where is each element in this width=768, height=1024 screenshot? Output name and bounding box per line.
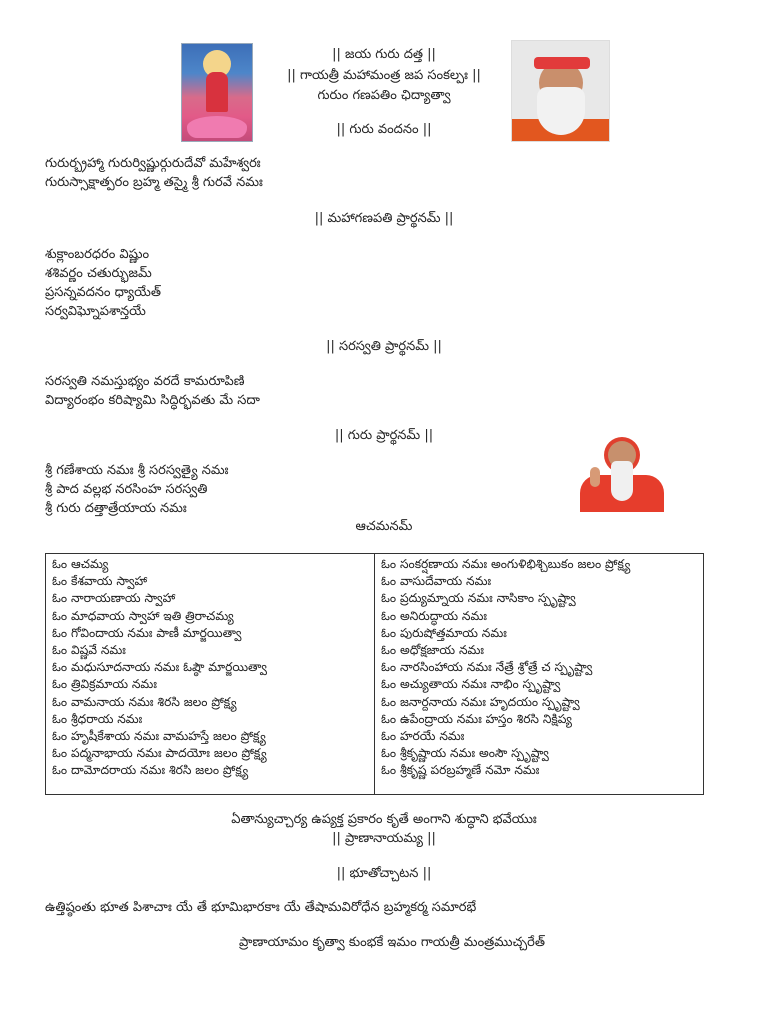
closing-line: ప్రాణాయామం కృత్వా కుంభకే ఇమం గాయత్రీ మంత్రముచ్చరేత్ [239, 935, 545, 950]
table-cell-line: ఓం జనార్దనాయ నమః హృదయం స్పృష్ట్వా [381, 694, 580, 709]
verse-line: శ్రీ గణేశాయ నమః శ్రీ సరస్వత్యై నమః [45, 463, 229, 478]
table-cell-line: ఓం హృషీకేశాయ నమః వామహస్తే జలం ప్రోక్ష్య [52, 729, 266, 744]
footer-line-1: ఏతాన్యుచ్చార్య ఉప్యక్త ప్రకారం కృతే అంగాని శుద్ధాని భవేయుః [231, 812, 537, 827]
table-cell-line: ఓం వామనాయ నమః శిరసి జలం ప్రోక్ష్య [52, 694, 237, 709]
table-cell-line: ఓం ప్రద్యుమ్నాయ నమః నాసికాం స్పృష్ట్వా [381, 591, 576, 606]
header-line-3: గురుం గణపతిం ఛిద్యాత్వా [317, 88, 451, 103]
table-cell-line: ఓం నారసింహాయ నమః నేత్రే శ్రోత్రే చ స్పృష్ట్వా [381, 660, 593, 675]
verse-line: సర్వవిఘ్నోపశాన్తయే [45, 304, 146, 319]
table-cell-line: ఓం మధుసూదనాయ నమః ఓష్ఠౌ మార్జయిత్వా [52, 660, 267, 675]
table-cell-line: ఓం త్రివిక్రమాయ నమః [52, 677, 157, 692]
verse-line: గురుర్బ్రహ్మా గురుర్విష్ణుర్గురుదేవో మహేశ్వరః [45, 156, 261, 171]
verse-line: శశివర్ణం చతుర్భుజమ్ [45, 266, 152, 281]
table-cell-line: ఓం ఆచమ్య [52, 557, 109, 571]
saraswati-title: || సరస్వతి ప్రార్థనమ్ || [326, 339, 442, 354]
table-cell-line: ఓం హరయే నమః [381, 729, 465, 744]
beard-shape [611, 461, 633, 501]
verse-line: విద్యారంభం కరిష్యామి సిద్ధిర్భవతు మే సదా [45, 393, 260, 408]
achamanam-table [45, 553, 704, 795]
verse-line: శుక్లాంబరధరం విష్ణుం [45, 247, 150, 262]
saraswati-text [45, 372, 260, 410]
verse-line: సరస్వతి నమస్తుభ్యం వరదే కామరూపిణి [45, 374, 245, 389]
table-cell-line: ఓం పురుషోత్తమాయ నమః [381, 625, 507, 640]
table-cell-line: ఓం మాధవాయ స్వాహా ఇతి త్రిరాచమ్య [52, 608, 234, 623]
verse-line: గురుస్సాక్షాత్పరం బ్రహ్మ తస్మై శ్రీ గురవే నమః [45, 175, 263, 190]
table-cell-line: ఓం శ్రీకృష్ణాయ నమః అంసౌ స్పృష్ట్వా [381, 746, 549, 761]
table-cell-line: ఓం అచ్యుతాయ నమః నాభిం స్పృష్ట్వా [381, 677, 561, 692]
verse-line: శ్రీ గురు దత్తాత్రేయాయ నమః [45, 501, 187, 516]
achamanam-title: ఆచమనమ్ [355, 519, 413, 534]
header-line-2: || గాయత్రీ మహామంత్ర జప సంకల్పః || [287, 68, 481, 83]
table-cell-line: ఓం సంకర్షణాయ నమః అంగుళిభిశ్చిబుకం జలం ప్రోక్ష్య [381, 557, 631, 571]
table-cell-line: ఓం అధోక్షజాయ నమః [381, 643, 485, 658]
table-cell-line: ఓం శ్రీధరాయ నమః [52, 711, 143, 726]
guru-vandanam-title: || గురు వందనం || [336, 122, 432, 137]
table-cell-line: ఓం వాసుదేవాయ నమః [381, 574, 492, 589]
table-cell-line: ఓం శ్రీకృష్ణ పరబ్రహ్మణే నమో నమః [381, 763, 540, 778]
achamanam-right-column [375, 554, 703, 794]
table-cell-line: ఓం విష్ణవే నమః [52, 643, 126, 658]
pranayama-title: || ప్రాణానాయమ్య || [332, 831, 436, 846]
table-cell-line: ఓం దామోదరాయ నమః శిరసి జలం ప్రోక్ష్య [52, 763, 249, 778]
table-cell-line: ఓం నారాయణాయ స్వాహా [52, 591, 176, 606]
mahaganapati-text [45, 245, 161, 321]
verse-line: శ్రీ పాద వల్లభ నరసింహ సరస్వతి [45, 482, 208, 497]
guru-vandanam-text [45, 154, 263, 192]
guru-prarthana-title: || గురు ప్రార్థనమ్ || [334, 428, 434, 443]
hand-shape [590, 467, 600, 487]
header-line-1: || జయ గురు దత్త || [332, 47, 436, 62]
table-cell-line: ఓం అనిరుద్ధాయ నమః [381, 608, 487, 623]
achamanam-left-column [46, 554, 375, 794]
table-cell-line: ఓం ఉపేంద్రాయ నమః హస్తం శిరసి నిక్షిప్య [381, 711, 572, 726]
guru-blessing-image [578, 437, 666, 512]
bhutochatana-line: ఉత్తిష్ఠంతు భూత పిశాచాః యే తే భూమిభారకాః యే తేషామవిరోధేన బ్రహ్మకర్మ సమారభే [45, 900, 477, 915]
guru-prarthana-text [45, 461, 228, 518]
bhutochatana-title: || భూతోచ్చాటన || [336, 866, 432, 881]
verse-line: ప్రసన్నవదనం ధ్యాయేత్ [45, 285, 161, 300]
mahaganapati-title: || మహాగణపతి ప్రార్థనమ్ || [314, 211, 454, 226]
table-cell-line: ఓం కేశవాయ స్వాహా [52, 574, 148, 589]
table-cell-line: ఓం పద్మనాభాయ నమః పాదయోః జలం ప్రోక్ష్య [52, 746, 267, 761]
table-cell-line: ఓం గోవిందాయ నమః పాణీ మార్జయిత్వా [52, 625, 242, 640]
